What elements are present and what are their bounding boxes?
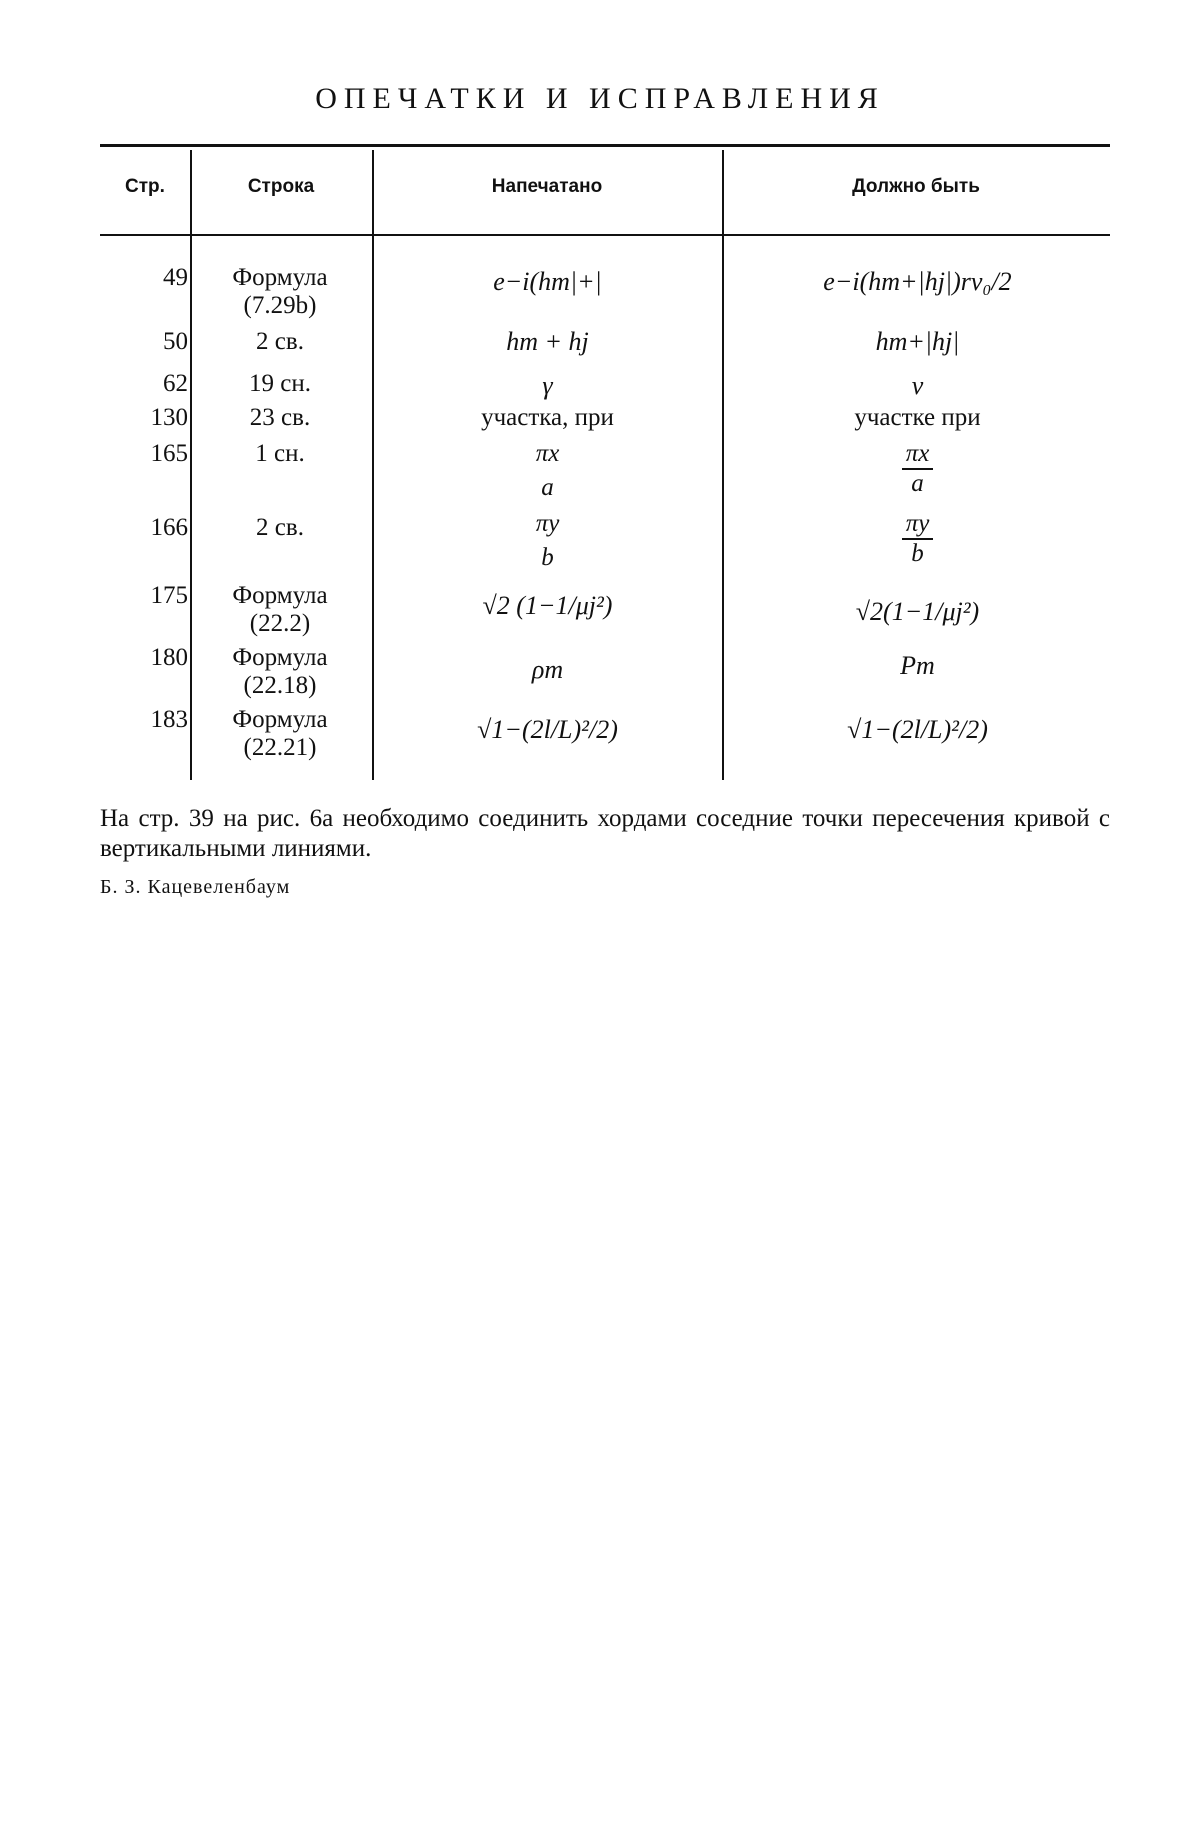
fraction-denominator: a	[902, 468, 934, 498]
header-page: Стр.	[125, 176, 165, 197]
fraction-numerator: πy	[535, 510, 560, 537]
fraction-numerator: πy	[905, 510, 930, 537]
row-printed	[375, 510, 720, 572]
table-header-rule	[100, 234, 1110, 236]
signature: Б. З. Кацевеленбаум	[100, 876, 291, 898]
fraction-denominator: b	[541, 544, 554, 571]
column-divider	[372, 150, 374, 780]
row-line: 2 св.	[256, 328, 304, 355]
row-should-be: √2(1−1/μj²)	[855, 597, 980, 626]
row-printed: e−i(hm|+|	[493, 267, 602, 296]
row-printed: участка, при	[481, 404, 614, 431]
row-page: 62	[163, 370, 188, 397]
fraction-denominator: b	[902, 538, 934, 568]
row-page: 175	[150, 582, 188, 609]
fraction-numerator: πx	[535, 440, 560, 467]
row-line	[190, 706, 370, 762]
row-line	[190, 582, 370, 638]
column-divider	[722, 150, 724, 780]
row-line-label: Формула	[232, 706, 328, 733]
row-printed: γ	[542, 371, 553, 400]
row-page: 50	[163, 328, 188, 355]
row-line-ref: (7.29b)	[243, 292, 317, 319]
row-should-be: ν	[911, 371, 924, 400]
row-printed: hm + hj	[506, 327, 589, 356]
row-line-ref: (22.2)	[249, 610, 311, 637]
row-page: 130	[150, 404, 188, 431]
row-should-be: Pm	[900, 651, 935, 680]
row-page: 183	[150, 706, 188, 733]
fraction	[532, 440, 564, 502]
page-title: ОПЕЧАТКИ И ИСПРАВЛЕНИЯ	[315, 82, 885, 115]
footnote: На стр. 39 на рис. 6а необходимо соединить хордами соседние точки пересечения кривой с вертикальными линиями.	[100, 805, 1110, 862]
row-line-ref: (22.21)	[243, 734, 317, 761]
row-printed: √2 (1−1/μj²)	[482, 591, 613, 620]
row-should-be: √1−(2l/L)²/2)	[847, 715, 988, 744]
fraction	[902, 510, 934, 568]
header-should-be: Должно быть	[852, 176, 980, 197]
row-line: 1 сн.	[255, 440, 305, 467]
table-top-rule	[100, 144, 1110, 147]
row-page: 165	[150, 440, 188, 467]
row-page: 180	[150, 644, 188, 671]
row-should-be: e−i(hm+|hj|)rv₀/2	[823, 267, 1012, 296]
fraction	[902, 440, 934, 498]
row-printed: √1−(2l/L)²/2)	[477, 715, 618, 744]
row-line-ref: (22.18)	[243, 672, 317, 699]
row-should-be	[725, 440, 1110, 498]
row-line-label: Формула	[232, 644, 328, 671]
row-line: 19 сн.	[249, 370, 311, 397]
fraction-denominator: a	[541, 474, 554, 501]
row-printed	[375, 440, 720, 502]
header-printed: Напечатано	[491, 176, 603, 197]
fraction-numerator: πx	[905, 440, 930, 467]
row-line: 23 св.	[249, 404, 311, 431]
row-line-label: Формула	[232, 582, 328, 609]
row-page: 49	[163, 264, 188, 291]
header-line: Строка	[247, 176, 315, 197]
row-line: 2 св.	[256, 514, 304, 541]
row-line-label: Формула	[232, 264, 328, 291]
row-line	[190, 264, 370, 320]
row-should-be: участке при	[854, 404, 981, 431]
row-line	[190, 644, 370, 700]
row-page: 166	[150, 514, 188, 541]
row-should-be: hm+|hj|	[875, 327, 960, 356]
fraction	[532, 510, 564, 572]
row-should-be	[725, 510, 1110, 568]
row-printed: ρm	[531, 655, 564, 684]
